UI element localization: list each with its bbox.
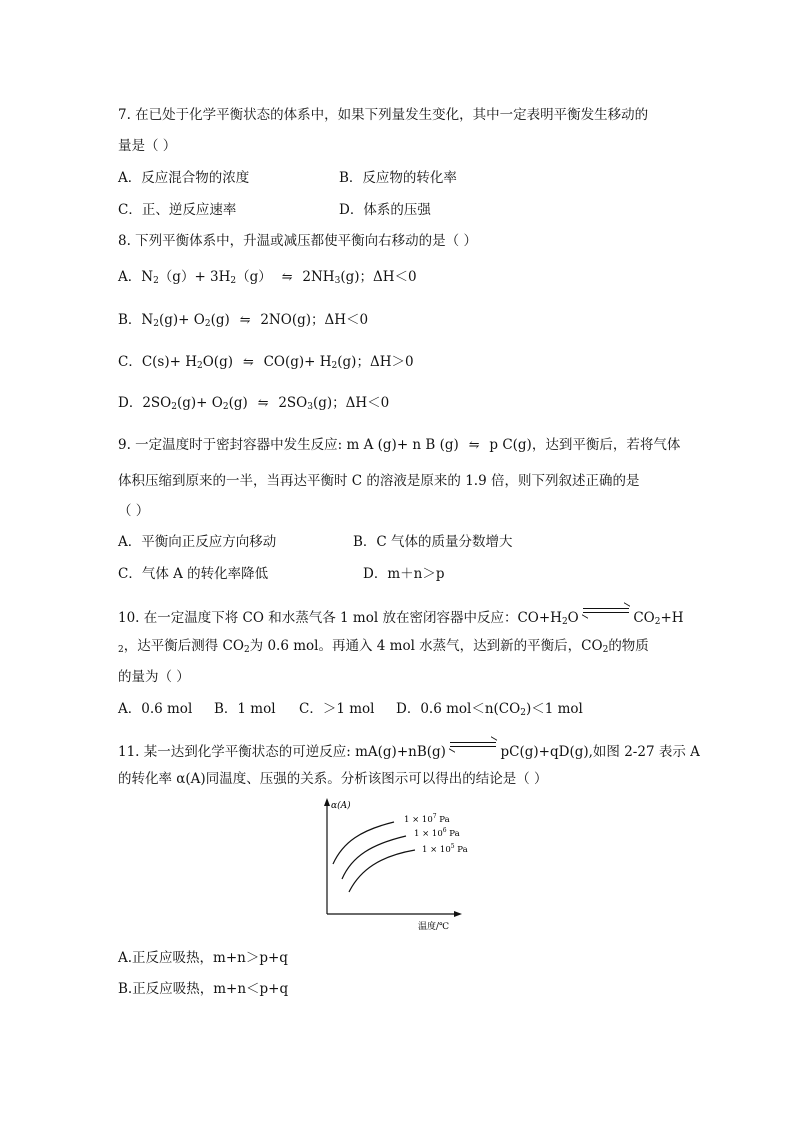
equilibrium-arrow-icon: ⇋ [468, 438, 480, 453]
q9-stem-line3: （ ） [118, 503, 150, 519]
q9-stem-line1: 9. 一定温度时于密封容器中发生反应: m A (g)+ n B (g) ⇋ p C(g)，达到平衡后，若将气体 [118, 437, 681, 453]
q11-option-a: A.正反应吸热，m+n＞p+q [118, 950, 288, 966]
equilibrium-arrow-icon: ⇋ [257, 396, 269, 411]
q10-option-c: C．＞1 mol [299, 701, 375, 717]
q10-option-b: B．1 mol [214, 701, 276, 717]
y-axis-arrow-icon [324, 798, 330, 806]
q11-option-b: B.正反应吸热，m+n＜p+q [118, 981, 289, 997]
q8-option-a: A．$N_2(g)+ 3H_2(g)$ ⇋ $2NH_3(g)$；ΔH＜0 [118, 269, 417, 286]
curve-1e7 [333, 822, 394, 864]
curve-label-1e6: $1 \times 10^6$ Pa [414, 827, 460, 839]
conversion-temperature-figure [316, 794, 476, 934]
reversible-arrow-icon [583, 606, 629, 618]
q7-option-d: D．体系的压强 [339, 202, 431, 218]
curve-label-1e5: $1 \times 10^5$ Pa [422, 843, 468, 855]
q8-option-d: D．$2SO_2(g)+ O_2(g)$ ⇋ $2SO_3(g)$；ΔH＜0 [118, 395, 390, 412]
q9-stem-line2: 体积压缩到原来的一半，当再达平衡时 C 的溶液是原来的 1.9 倍，则下列叙述正确的是 [118, 473, 640, 489]
q10-stem-line1: 10. 在一定温度下将 CO 和水蒸气各 1 mol 放在密闭容器中反应：$CO+H_2O$ $CO_2+H$ [118, 606, 684, 627]
q7-option-c: C．正、逆反应速率 [118, 202, 237, 218]
q10-stem-line2: $_2$，达平衡后测得 $CO_2$为 0.6 mol。再通入 4 mol 水蒸气，达到新的平衡后，$CO_2$的物质 [118, 638, 649, 655]
equilibrium-arrow-icon: ⇋ [281, 270, 293, 285]
q11-stem-line1: 11. 某一达到化学平衡状态的可逆反应: mA(g)+nB(g) pC(g)+qD(g),如图 2-27 表示 A [118, 740, 700, 760]
reversible-arrow-icon [450, 740, 496, 752]
curve-label-1e7: $1 \times 10^7$ Pa [404, 813, 450, 825]
q7-option-a: A．反应混合物的浓度 [118, 170, 250, 186]
q7-stem-line2: 量是（ ） [118, 138, 177, 154]
q11-stem-line2: 的转化率 α(A)同温度、压强的关系。分析该图示可以得出的结论是（ ） [118, 771, 548, 787]
q7-stem-line1: 7. 在已处于化学平衡状态的体系中，如果下列量发生变化，其中一定表明平衡发生移动的 [118, 107, 649, 123]
x-axis-arrow-icon [454, 911, 462, 917]
q10-stem-line3: 的量为（ ） [118, 669, 190, 685]
y-axis-label: α(A) [331, 801, 351, 811]
q9-option-a: A．平衡向正反应方向移动 [118, 534, 277, 550]
equilibrium-arrow-icon: ⇋ [239, 313, 251, 328]
x-axis-label: 温度/℃ [418, 922, 450, 932]
q9-option-c: C．气体 A 的转化率降低 [118, 566, 269, 582]
q9-option-d: D．m＋n＞p [363, 566, 445, 582]
q8-stem: 8. 下列平衡体系中，升温或减压都使平衡向右移动的是（ ） [118, 233, 477, 249]
q8-option-c: C．$C(s)+ H_2O(g)$ ⇋ $CO(g)+ H_2(g)$；ΔH＞0 [118, 354, 414, 371]
q8-option-b: B．$N_2(g)+ O_2(g)$ ⇋ 2NO(g)；ΔH＜0 [118, 312, 369, 329]
q10-option-d: D．0.6 $mol<n(CO_2)<1$ mol [396, 701, 583, 718]
equilibrium-arrow-icon: ⇋ [242, 355, 254, 370]
q7-option-b: B．反应物的转化率 [339, 170, 457, 186]
q10-option-a: A．0.6 mol [118, 701, 193, 717]
q9-option-b: B．C 气体的质量分数增大 [353, 534, 513, 550]
curve-1e6 [342, 836, 406, 879]
